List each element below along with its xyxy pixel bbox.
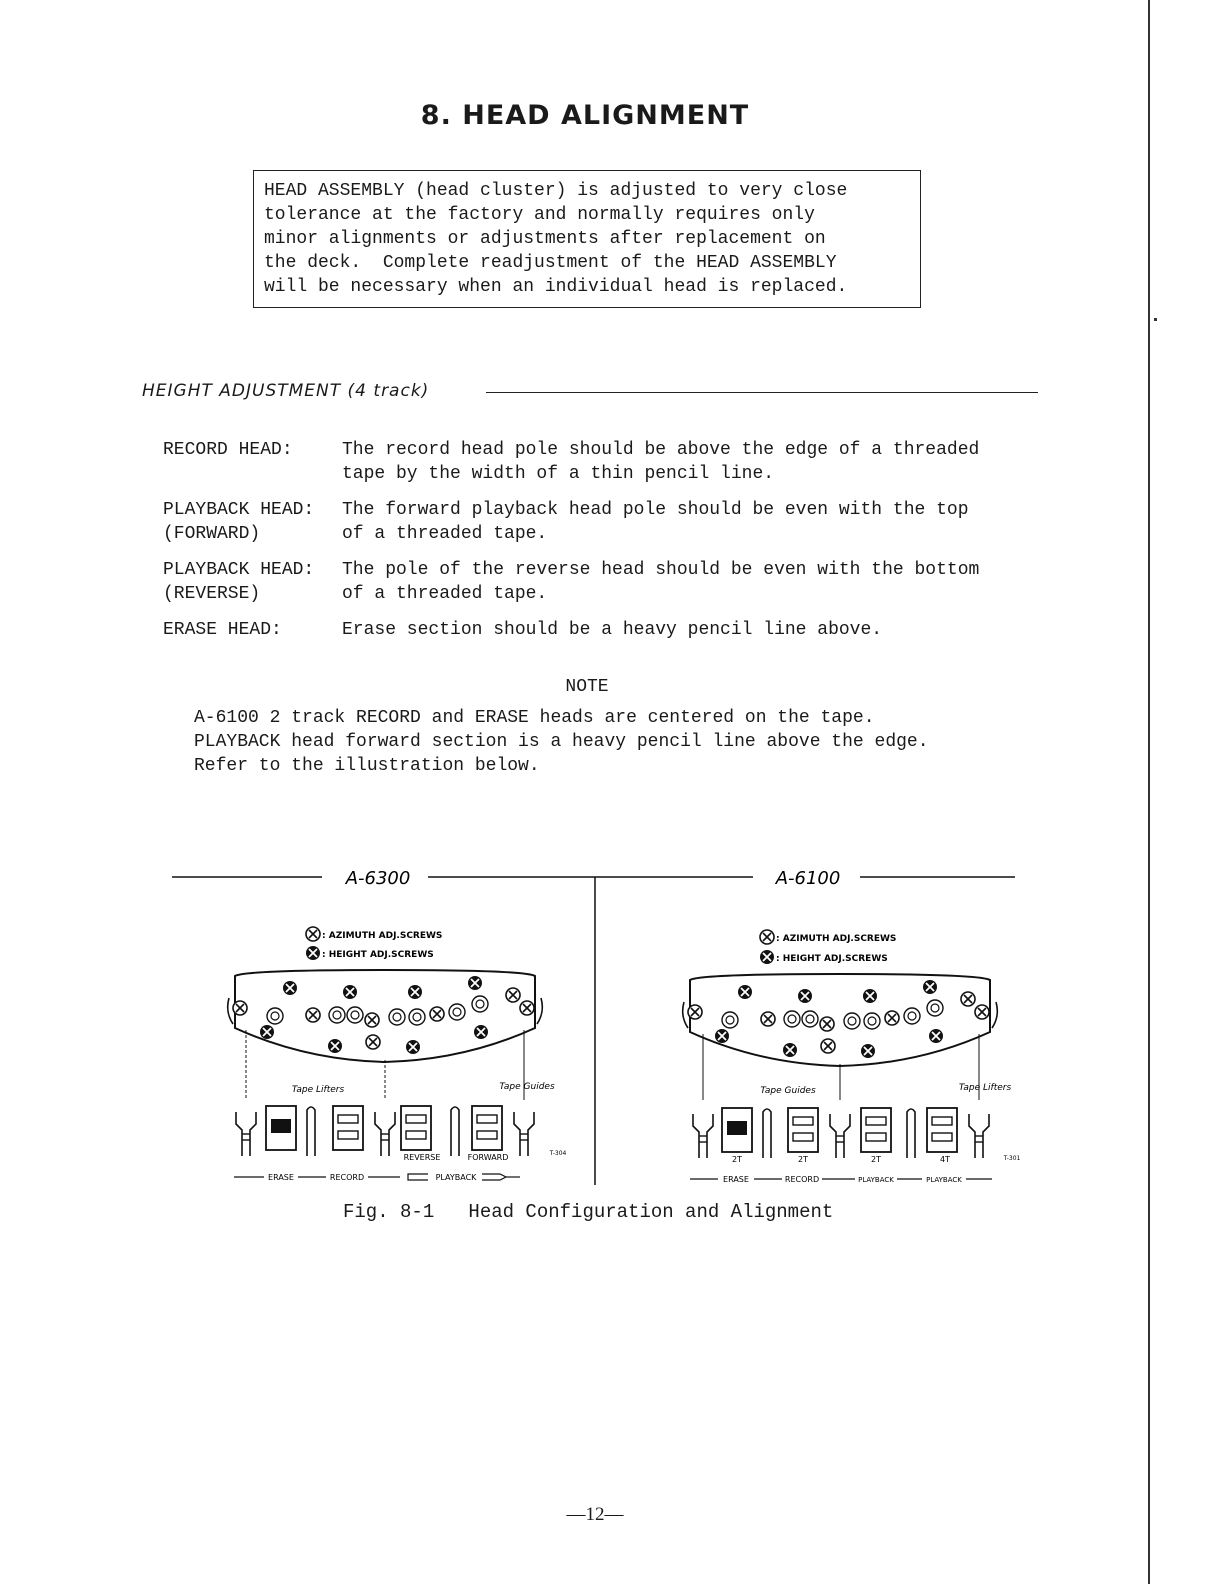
record-head-icon xyxy=(333,1106,363,1150)
head-configuration-figure xyxy=(0,860,1224,1200)
right-part-code: T-301 xyxy=(1003,1155,1021,1162)
right-playback-label: PLAYBACK xyxy=(858,1176,894,1184)
left-record-label: RECORD xyxy=(329,1173,365,1182)
record-head-icon xyxy=(788,1108,818,1152)
tape-lifter-icon xyxy=(451,1107,459,1156)
spec-text: The pole of the reverse head should be even with the bottom xyxy=(342,560,980,580)
intro-line: minor alignments or adjustments after replacement on xyxy=(264,229,826,249)
height-screw-icon xyxy=(306,946,320,960)
intro-line: HEAD ASSEMBLY (head cluster) is adjusted to very close xyxy=(264,181,848,201)
track-label: 2T xyxy=(732,1155,742,1164)
left-part-code: T-304 xyxy=(549,1150,567,1157)
track-label: 4T xyxy=(940,1155,950,1164)
left-head-cluster xyxy=(228,970,543,1062)
legend-azimuth: : AZIMUTH ADJ.SCREWS xyxy=(776,934,897,944)
figure-caption: Fig. 8-1 Head Configuration and Alignment xyxy=(343,1201,834,1223)
azimuth-screw-icon xyxy=(760,930,774,944)
section-rule xyxy=(486,392,1038,393)
erase-head-icon xyxy=(266,1106,296,1150)
left-forward-label: FORWARD xyxy=(467,1153,509,1162)
tape-guide-icon xyxy=(693,1114,713,1158)
right-model-label: A-6100 xyxy=(775,868,841,889)
intro-line: will be necessary when an individual head is replaced. xyxy=(264,277,848,297)
page-edge-mark xyxy=(1154,318,1157,321)
tape-guide-icon xyxy=(236,1112,256,1156)
arrow-left-icon xyxy=(408,1174,428,1180)
spec-label: (FORWARD) xyxy=(163,524,261,544)
spec-text: Erase section should be a heavy pencil line above. xyxy=(342,620,883,640)
track-label: 2T xyxy=(871,1155,881,1164)
spec-text: The forward playback head pole should be even with the top xyxy=(342,500,969,520)
note-line: A-6100 2 track RECORD and ERASE heads are centered on the tape. xyxy=(194,708,875,728)
legend-azimuth: : AZIMUTH ADJ.SCREWS xyxy=(322,931,443,941)
note-line: Refer to the illustration below. xyxy=(194,756,540,776)
tape-guide-icon xyxy=(514,1112,534,1156)
spec-label: PLAYBACK HEAD: xyxy=(163,500,315,520)
right-playback-label: PLAYBACK xyxy=(926,1176,962,1184)
right-erase-label: ERASE xyxy=(723,1175,749,1184)
intro-box xyxy=(253,170,921,308)
spec-label: ERASE HEAD: xyxy=(163,620,282,640)
erase-head-icon xyxy=(722,1108,752,1152)
intro-line: tolerance at the factory and normally requires only xyxy=(264,205,815,225)
note-line: PLAYBACK head forward section is a heavy pencil line above the edge. xyxy=(194,732,929,752)
playback-head-icon xyxy=(861,1108,891,1152)
track-label: 2T xyxy=(798,1155,808,1164)
right-tape-guides-label: Tape Guides xyxy=(760,1086,816,1096)
spec-label: PLAYBACK HEAD: xyxy=(163,560,315,580)
left-reverse-label: REVERSE xyxy=(403,1153,441,1162)
tape-lifter-icon xyxy=(763,1109,771,1158)
left-tape-lifters-label: Tape Lifters xyxy=(291,1085,345,1095)
section-heading: HEIGHT ADJUSTMENT (4 track) xyxy=(142,381,430,401)
legend-height: : HEIGHT ADJ.SCREWS xyxy=(776,954,888,964)
arrow-right-icon xyxy=(482,1174,506,1180)
tape-lifter-icon xyxy=(907,1109,915,1158)
height-screw-icon xyxy=(760,950,774,964)
tape-lifter-icon xyxy=(307,1107,315,1156)
spec-label: RECORD HEAD: xyxy=(163,440,293,460)
page-title: 8. HEAD ALIGNMENT xyxy=(420,100,750,131)
playback-head-icon xyxy=(927,1108,957,1152)
page-edge-line xyxy=(1148,0,1150,1584)
left-erase-label: ERASE xyxy=(268,1173,294,1182)
left-playback-label: PLAYBACK xyxy=(435,1173,477,1182)
page-number: —12— xyxy=(566,1504,624,1525)
forward-playback-head-icon xyxy=(472,1106,502,1150)
azimuth-screw-icon xyxy=(306,927,320,941)
spec-text: tape by the width of a thin pencil line. xyxy=(342,464,775,484)
tape-guide-icon xyxy=(375,1112,395,1156)
spec-text: The record head pole should be above the edge of a threaded xyxy=(342,440,980,460)
spec-text: of a threaded tape. xyxy=(342,524,548,544)
right-tape-lifters-label: Tape Lifters xyxy=(958,1083,1012,1093)
spec-text: of a threaded tape. xyxy=(342,584,548,604)
legend-height: : HEIGHT ADJ.SCREWS xyxy=(322,950,434,960)
note-body xyxy=(194,706,929,778)
left-model-label: A-6300 xyxy=(345,868,411,889)
tape-guide-icon xyxy=(830,1114,850,1158)
reverse-playback-head-icon xyxy=(401,1106,431,1150)
note-title: NOTE xyxy=(565,677,609,697)
left-tape-guides-label: Tape Guides xyxy=(499,1082,555,1092)
intro-line: the deck. Complete readjustment of the HEAD ASSEMBLY xyxy=(264,253,837,273)
spec-label: (REVERSE) xyxy=(163,584,261,604)
right-head-cluster xyxy=(683,974,998,1066)
tape-guide-icon xyxy=(969,1114,989,1158)
right-record-label: RECORD xyxy=(784,1175,820,1184)
